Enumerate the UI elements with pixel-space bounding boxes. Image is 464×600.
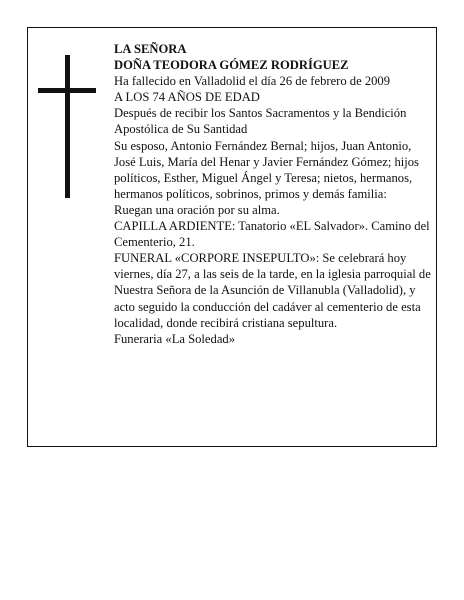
cross-icon xyxy=(38,55,96,198)
death-line: Ha fallecido en Valladolid el día 26 de febrero de 2009 xyxy=(114,74,391,89)
obituary-notice xyxy=(27,27,437,447)
cross-horizontal-bar xyxy=(38,88,96,93)
funeral-paragraph: FUNERAL «CORPORE INSEPULTO»: Se celebrará hoy viernes, día 27, a las seis de la tarde, en la iglesia parroquial de Nuestra Señora de la Asunción de Villanubla (Valladolid), y acto seguido la conducción del cadáver al cementerio de esta localidad, donde recibirá cristiana sepultura. xyxy=(114,251,431,330)
family-paragraph: Su esposo, Antonio Fernández Bernal; hijos, Juan Antonio, José Luis, María del Henar y Javier Fernández Gómez; hijos políticos, Esther, Miguel Ángel y Teresa; nietos, hermanos, hermanos políticos, sobrinos, primos y demás familia: xyxy=(114,138,419,201)
chapel-paragraph: CAPILLA ARDIENTE: Tanatorio «EL Salvador». Camino del Cementerio, 21. xyxy=(114,219,430,250)
cross-vertical-bar xyxy=(65,55,70,198)
sacraments-paragraph: Después de recibir los Santos Sacramentos y la Bendición Apostólica de Su Santidad xyxy=(114,106,407,137)
heading-title: LA SEÑORA xyxy=(114,42,187,56)
age-line: A LOS 74 AÑOS DE EDAD xyxy=(114,90,260,105)
prayer-request: Ruegan una oración por su alma. xyxy=(114,202,280,217)
deceased-name: DOÑA TEODORA GÓMEZ RODRÍGUEZ xyxy=(114,58,349,73)
notice-text xyxy=(114,41,432,347)
funeral-home: Funeraria «La Soledad» xyxy=(114,331,235,346)
